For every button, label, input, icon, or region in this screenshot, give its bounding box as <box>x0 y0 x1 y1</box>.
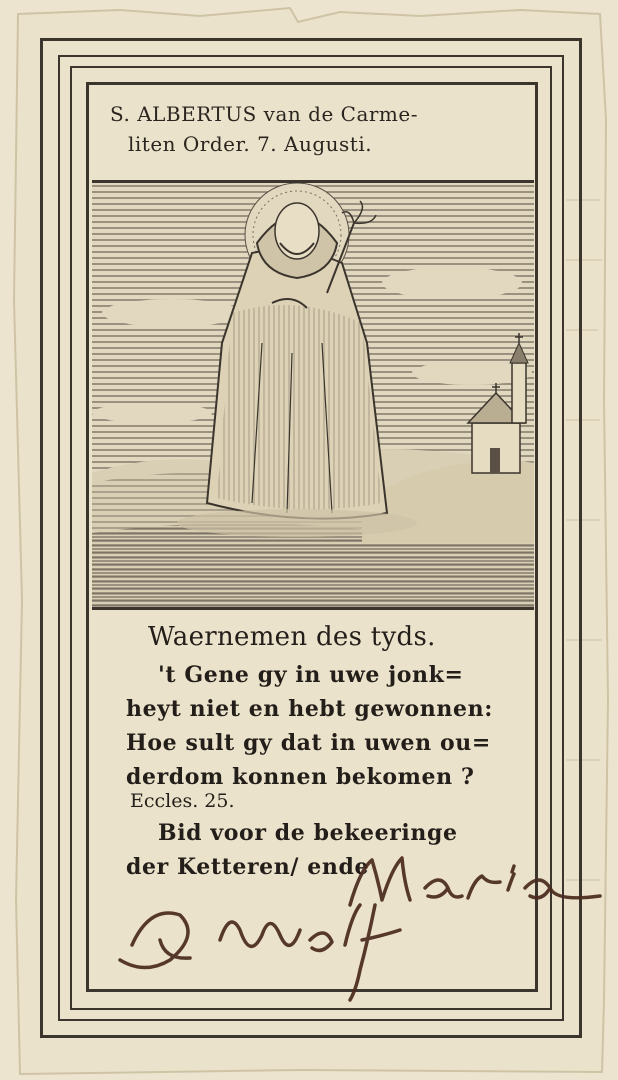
verse-line-1: 't Gene gy in uwe jonk= <box>158 662 464 688</box>
woodcut-illustration <box>92 183 534 607</box>
saint-woodcut <box>92 180 534 610</box>
cloud <box>102 299 242 327</box>
title-line-2: liten Order. 7. Augusti. <box>128 132 373 156</box>
title-line-1: S. ALBERTUS van de Carme- <box>110 102 418 126</box>
verse-line-4: derdom konnen bekomen ? <box>126 764 475 790</box>
verse-citation: Eccles. 25. <box>130 790 235 812</box>
prayer-line-1: Bid voor de bekeeringe <box>158 820 458 846</box>
verse-panel <box>96 618 528 988</box>
prayer-line-2: der Ketteren/ ende <box>126 854 370 880</box>
verse-line-2: heyt niet en hebt gewonnen: <box>126 696 493 722</box>
verse-heading: Waernemen des tyds. <box>148 622 436 652</box>
verse-line-3: Hoe sult gy dat in uwen ou= <box>126 730 491 756</box>
card-title <box>96 94 528 174</box>
